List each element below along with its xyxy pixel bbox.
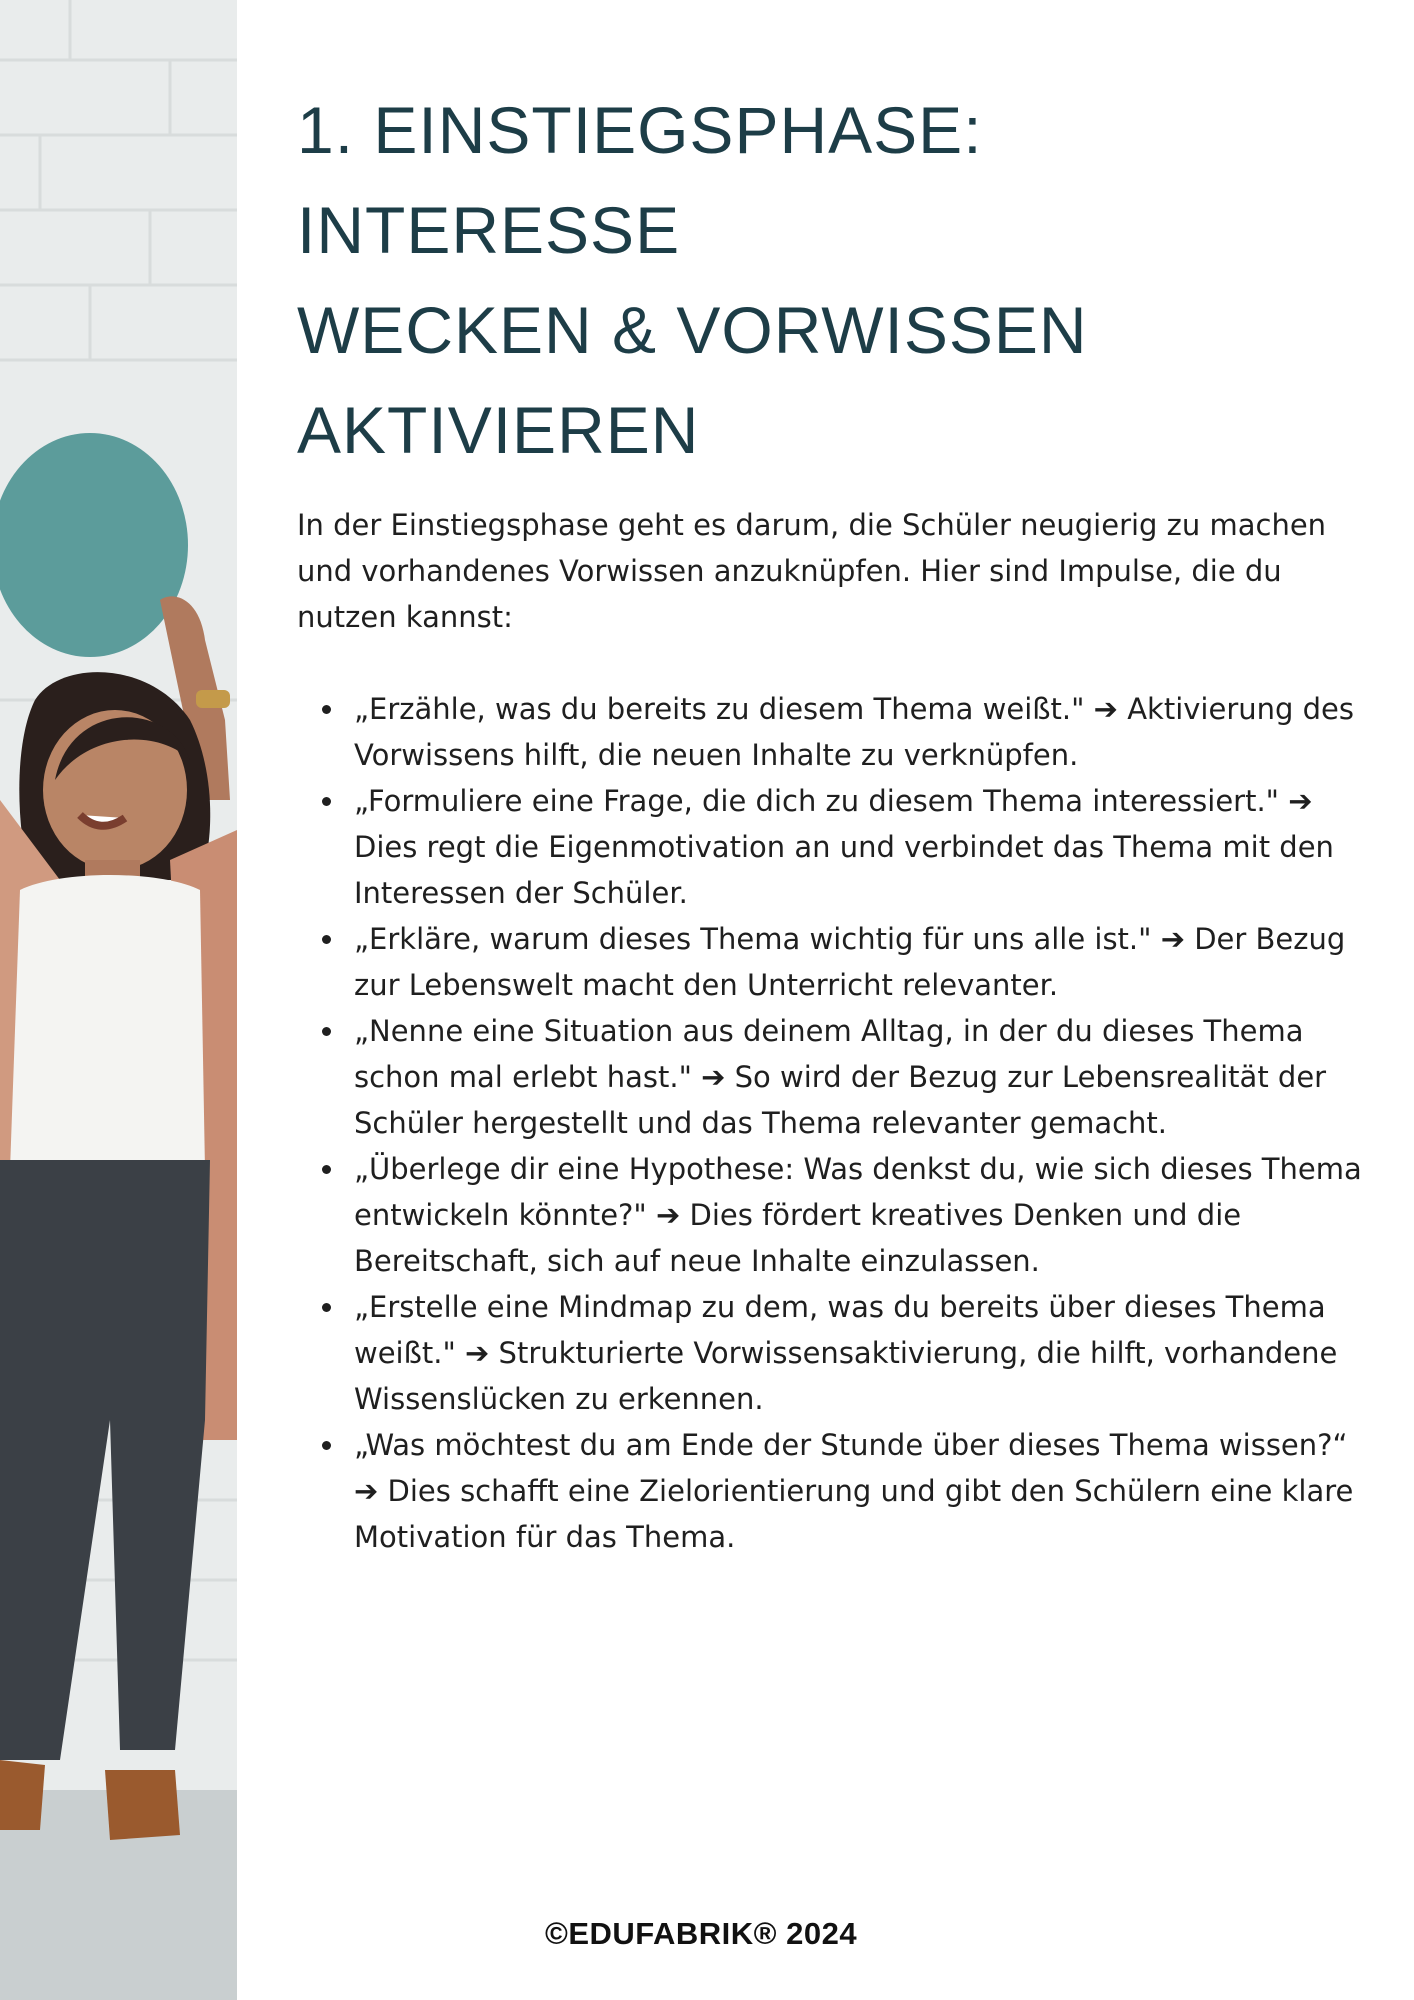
title-line: WECKEN & VORWISSEN <box>297 293 1088 367</box>
main-content <box>297 80 1372 1560</box>
list-item-text: „Nenne eine Situation aus deinem Alltag, in der du dieses Thema schon mal erlebt hast." ➔ So wird der Bezug zur Lebensrealität der Schüler hergestellt und das Thema relevanter gemacht. <box>354 1014 1327 1140</box>
list-item <box>297 916 1372 1008</box>
list-item-text: „Erstelle eine Mindmap zu dem, was du bereits über dieses Thema weißt." ➔ Strukturierte Vorwissensaktivierung, die hilft, vorhandene Wissenslücken zu erkennen. <box>354 1290 1338 1416</box>
list-item <box>297 686 1372 778</box>
intro-paragraph: In der Einstiegsphase geht es darum, die Schüler neugierig zu machen und vorhandenes Vorwissen anzuknüpfen. Hier sind Impulse, die du nutzen kannst: <box>297 508 1327 634</box>
bullet-icon <box>322 1441 331 1450</box>
bullet-icon <box>322 705 331 714</box>
list-item <box>297 1008 1372 1146</box>
bullet-icon <box>322 1165 331 1174</box>
list-item <box>297 1422 1372 1560</box>
list-item-text: „Erzähle, was du bereits zu diesem Thema weißt." ➔ Aktivierung des Vorwissens hilft, die neuen Inhalte zu verknüpfen. <box>354 692 1354 772</box>
bullet-icon <box>322 1303 331 1312</box>
bullet-icon <box>322 797 331 806</box>
list-item-text: „Erkläre, warum dieses Thema wichtig für uns alle ist." ➔ Der Bezug zur Lebenswelt macht den Unterricht relevanter. <box>354 922 1346 1002</box>
woman-holding-speech-bubble-photo <box>0 0 237 2000</box>
list-item-text: „Formuliere eine Frage, die dich zu diesem Thema interessiert." ➔ Dies regt die Eigenmotivation an und verbindet das Thema mit den Interessen der Schüler. <box>354 784 1334 910</box>
bullet-icon <box>322 935 331 944</box>
list-item <box>297 1146 1372 1284</box>
list-item <box>297 778 1372 916</box>
copyright-footer: ©EDUFABRIK® 2024 <box>545 1916 858 1951</box>
title-line: 1. EINSTIEGSPHASE: INTERESSE <box>297 93 983 267</box>
side-photo <box>0 0 237 2000</box>
bullet-icon <box>322 1027 331 1036</box>
impulse-list <box>297 686 1372 1560</box>
list-item-text: „Überlege dir eine Hypothese: Was denkst du, wie sich dieses Thema entwickeln könnte?" ➔ Dies fördert kreatives Denken und die Bereitschaft, sich auf neue Inhalte einzulassen. <box>354 1152 1362 1278</box>
list-item-text: „Was möchtest du am Ende der Stunde über dieses Thema wissen?“ ➔ Dies schafft eine Zielorientierung und gibt den Schülern eine klare Motivation für das Thema. <box>354 1428 1354 1554</box>
title-line: AKTIVIEREN <box>297 393 700 467</box>
page-title <box>297 80 1372 480</box>
list-item <box>297 1284 1372 1422</box>
